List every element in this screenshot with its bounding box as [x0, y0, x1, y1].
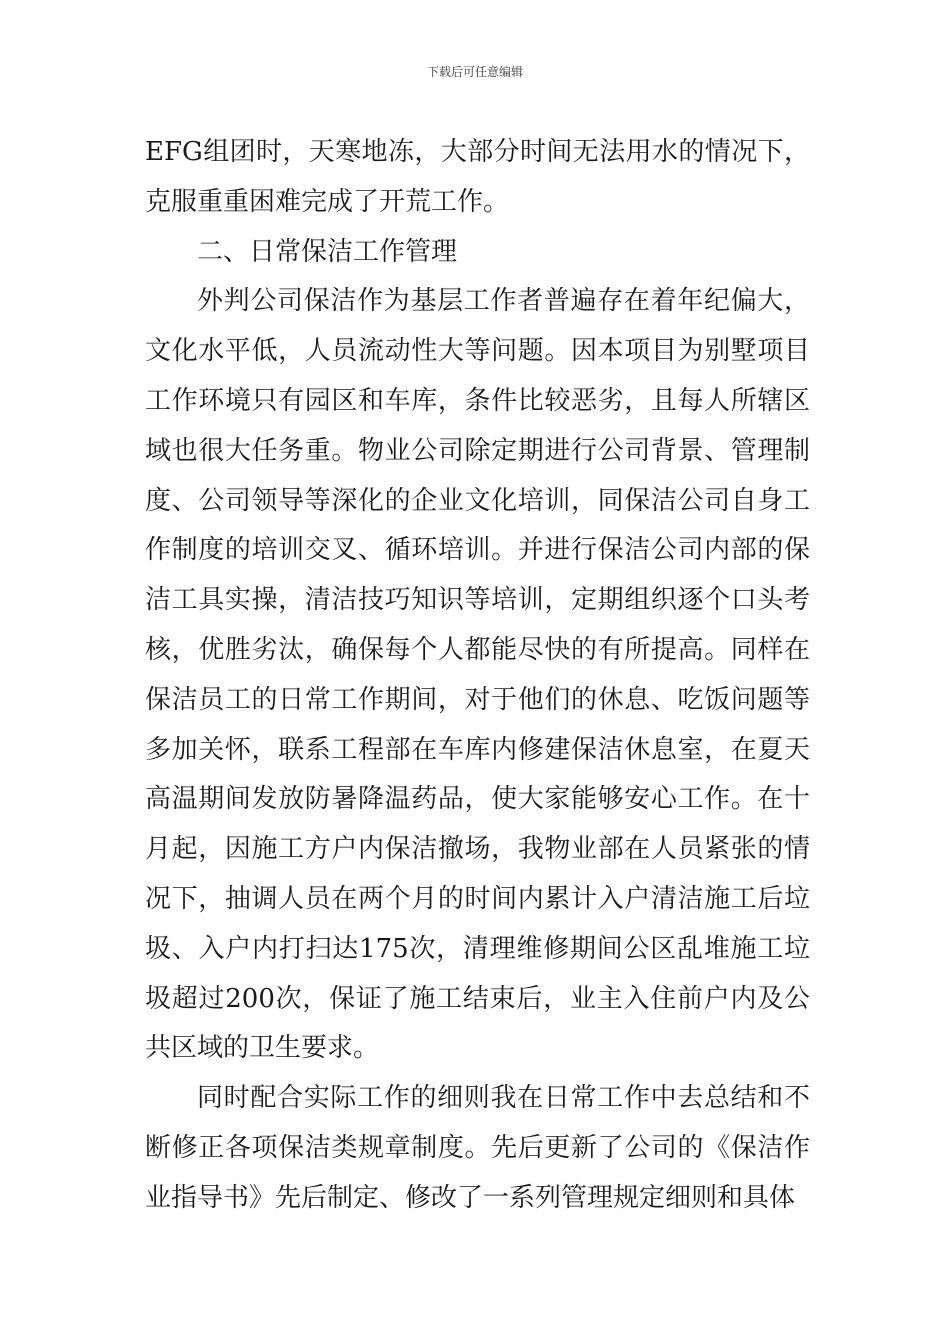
paragraph-cleaning-management: 外判公司保洁作为基层工作者普遍存在着年纪偏大，文化水平低，人员流动性大等问题。因本项目为别墅项目工作环境只有园区和车库，条件比较恶劣，且每人所辖区域也很大任务重。物业公司除定期进行公司背景、管理制度、公司领导等深化的企业文化培训，同保洁公司自身工作制度的培训交叉、循环培训。并进行保洁公司内部的保洁工具实操，清洁技巧知识等培训，定期组织逐个口头考核，优胜劣汰，确保每个人都能尽快的有所提高。同样在保洁员工的日常工作期间，对于他们的休息、吃饭问题等多加关怀，联系工程部在车库内修建保洁休息室，在夏天高温期间发放防暑降温药品，使大家能够安心工作。在十月起，因施工方户内保洁撤场，我物业部在人员紧张的情况下，抽调人员在两个月的时间内累计入户清洁施工后垃圾、入户内打扫达175次，清理维修期间公区乱堆施工垃圾超过200次，保证了施工结束后，业主入住前户内及公共区域的卫生要求。 [145, 286, 810, 1064]
paragraph-regulations: 同时配合实际工作的细则我在日常工作中去总结和不断修正各项保洁类规章制度。先后更新了公司的《保洁作业指导书》先后制定、修改了一系列管理规定细则和具体 [145, 1083, 810, 1213]
paragraph-continuation: EFG组团时，天寒地冻，大部分时间无法用水的情况下，克服重重困难完成了开荒工作。 [145, 137, 810, 217]
page-header: 下载后可任意编辑 [426, 65, 523, 79]
document-body [145, 128, 810, 1224]
section-heading: 二、日常保洁工作管理 [197, 236, 458, 267]
